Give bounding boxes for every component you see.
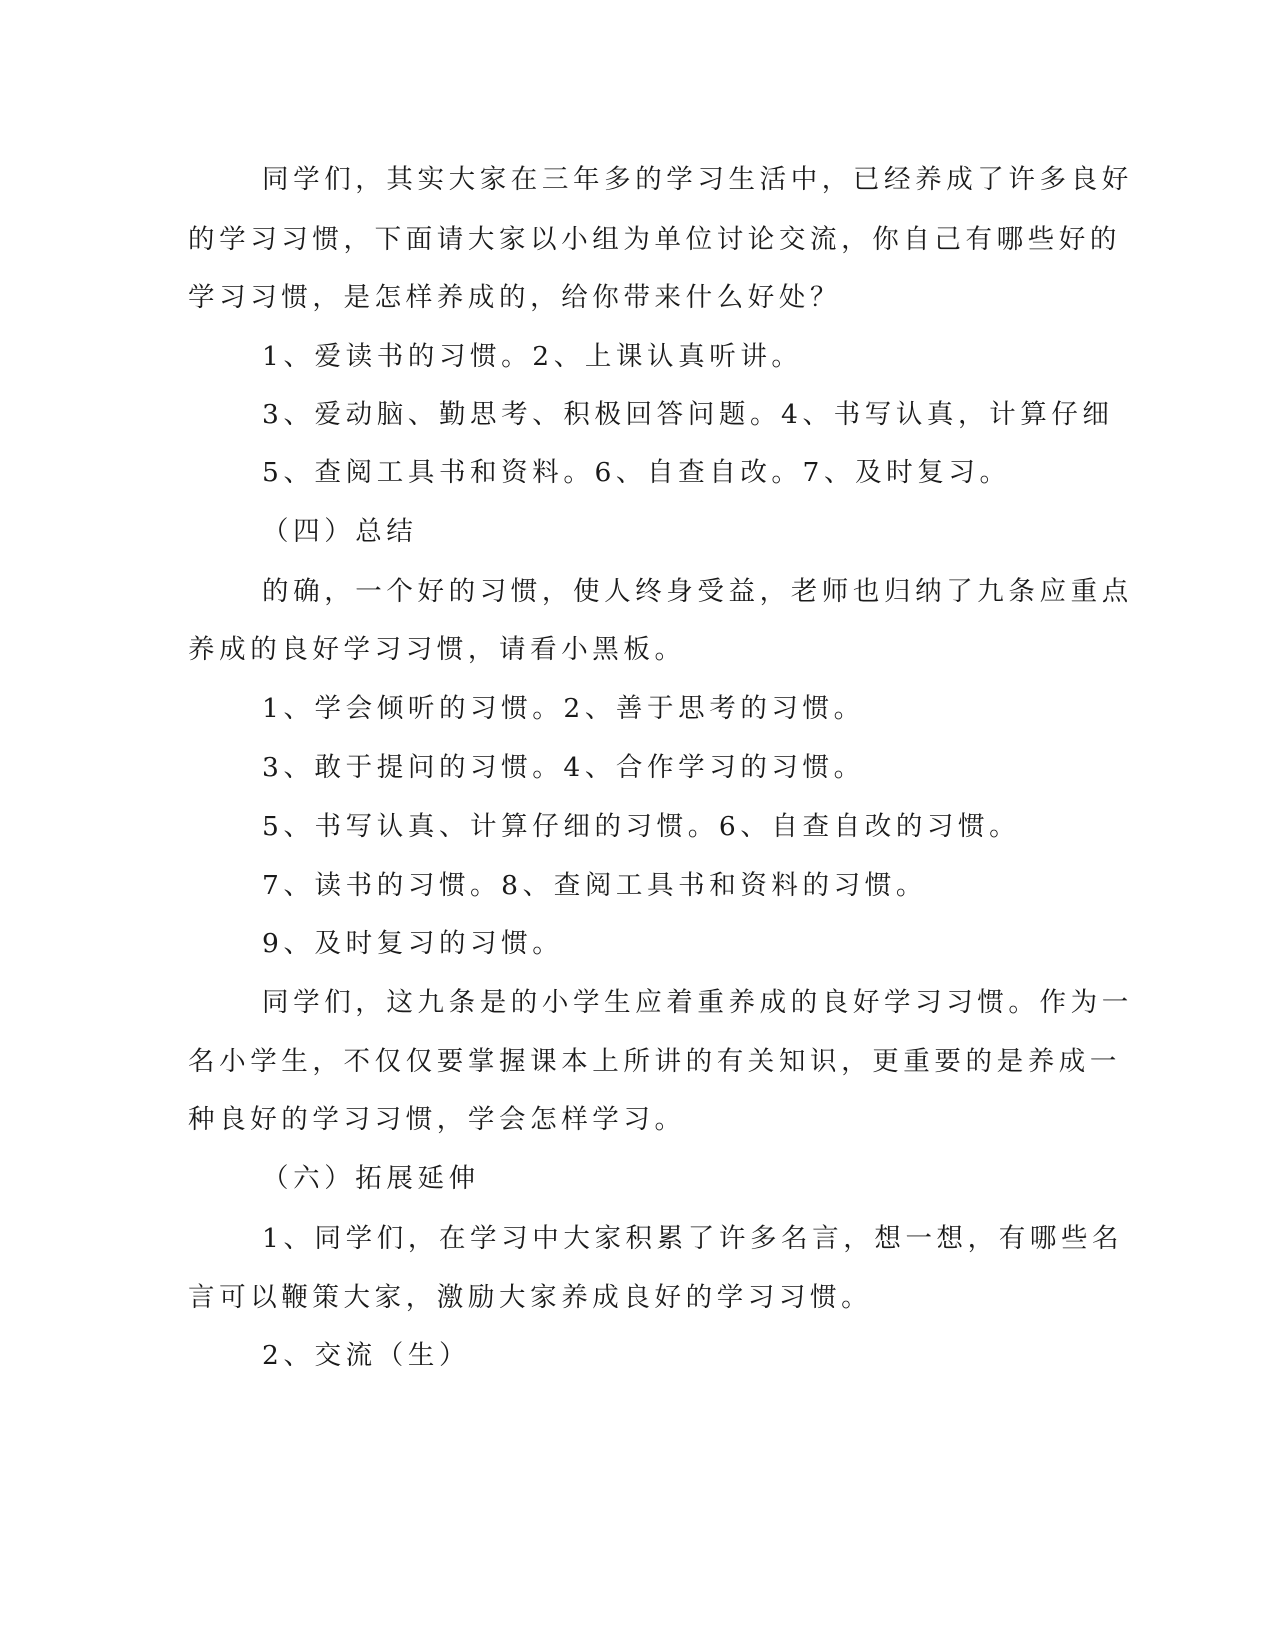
paragraph-line: 学习习惯，是怎样养成的，给你带来什么好处？	[188, 282, 842, 313]
list-item: 5、书写认真、计算仔细的习惯。6、自查自改的习惯。	[262, 811, 1021, 842]
paragraph-line: 的确，一个好的习惯，使人终身受益，老师也归纳了九条应重点	[262, 576, 1133, 607]
list-item: 5、查阅工具书和资料。6、自查自改。7、及时复习。	[262, 457, 1011, 488]
list-item: 3、爱动脑、勤思考、积极回答问题。4、书写认真，计算仔细	[262, 399, 1114, 430]
paragraph-line: 的学习习惯，下面请大家以小组为单位讨论交流，你自己有哪些好的	[188, 224, 1121, 255]
list-item: 1、爱读书的习惯。2、上课认真听讲。	[262, 341, 803, 372]
paragraph-line: 1、同学们，在学习中大家积累了许多名言，想一想，有哪些名	[262, 1223, 1124, 1254]
list-item: 1、学会倾听的习惯。2、善于思考的习惯。	[262, 693, 865, 724]
list-item: 9、及时复习的习惯。	[262, 928, 564, 959]
paragraph-line: 同学们，这九条是的小学生应着重养成的良好学习习惯。作为一	[262, 987, 1133, 1018]
list-item: 2、交流（生）	[262, 1340, 471, 1371]
paragraph-line: 同学们，其实大家在三年多的学习生活中，已经养成了许多良好	[262, 164, 1133, 195]
section-heading: （四）总结	[262, 516, 418, 547]
list-item: 3、敢于提问的习惯。4、合作学习的习惯。	[262, 752, 865, 783]
paragraph-line: 种良好的学习习惯，学会怎样学习。	[188, 1104, 686, 1135]
paragraph-line: 名小学生，不仅仅要掌握课本上所讲的有关知识，更重要的是养成一	[188, 1046, 1121, 1077]
list-item: 7、读书的习惯。8、查阅工具书和资料的习惯。	[262, 870, 927, 901]
paragraph-line: 言可以鞭策大家，激励大家养成良好的学习习惯。	[188, 1282, 873, 1313]
paragraph-line: 养成的良好学习习惯，请看小黑板。	[188, 634, 686, 665]
section-heading: （六）拓展延伸	[262, 1163, 480, 1194]
